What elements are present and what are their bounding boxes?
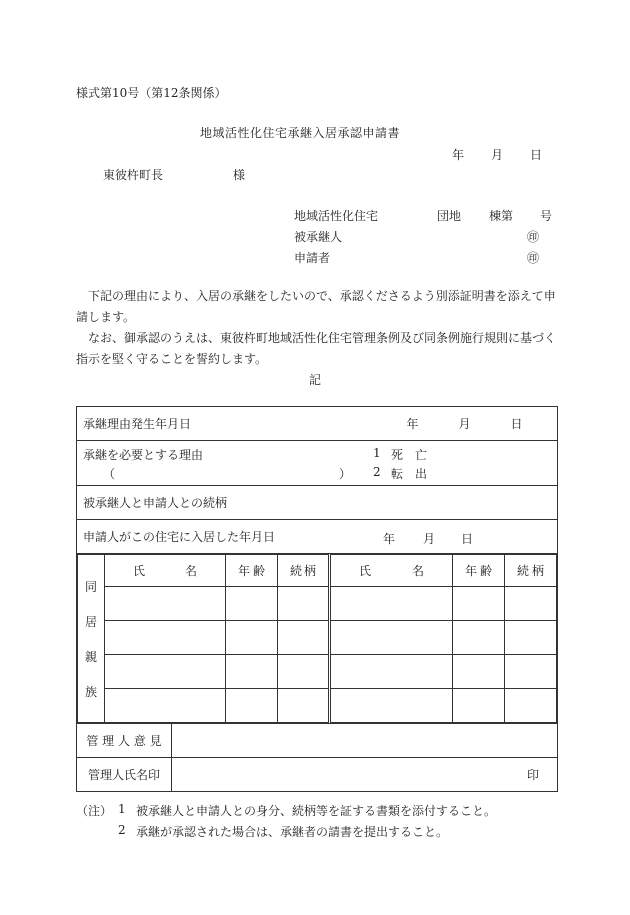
reason-paren-close: ） [339,467,352,481]
ki-heading: 記 [309,373,322,387]
note-1-num: 1 [118,802,126,816]
form-number: 様式第10号（第12条関係） [76,86,227,100]
family-cell[interactable] [505,587,557,621]
housing-label: 地域活性化住宅 [294,209,379,223]
family-cell[interactable] [226,689,278,723]
move-in-year: 年 [383,532,396,546]
move-in-date-label: 申請人がこの住宅に入居した年月日 [83,530,276,544]
family-char-3: 親 [84,649,97,664]
move-in-day: 日 [461,532,474,546]
note-2: 承継が承認された場合は、承継者の請書を提出すること。 [136,825,449,839]
occurrence-year: 年 [406,417,419,431]
relationship-label: 被承継人と申請人との続柄 [83,496,228,510]
date-day: 日 [530,148,543,162]
reason-label: 承継を必要とする理由 [83,448,204,462]
family-row [78,689,557,723]
header-rel-left: 続 柄 [278,555,330,587]
manager-name-field[interactable] [172,758,558,792]
family-cell[interactable] [105,621,226,655]
family-cell[interactable] [505,689,557,723]
applicant-label: 申請者 [294,251,331,265]
occurrence-day: 日 [510,417,523,431]
family-cell[interactable] [278,689,330,723]
seal-mark-3: 印 [527,768,540,782]
manager-opinion-field[interactable] [172,724,558,758]
family-cell[interactable] [226,587,278,621]
family-cell[interactable] [105,655,226,689]
family-cell[interactable] [330,655,453,689]
successor-from-label: 被承継人 [294,230,343,244]
date-month: 月 [491,148,504,162]
seal-mark-2: ㊞ [527,251,540,265]
header-age-right: 年 齢 [453,555,505,587]
family-cell[interactable] [105,587,226,621]
family-cell[interactable] [505,655,557,689]
occurrence-date-row[interactable] [77,407,558,441]
family-cell[interactable] [453,655,505,689]
move-in-date-row[interactable] [77,520,558,554]
family-cell[interactable] [278,587,330,621]
family-cell[interactable] [226,621,278,655]
family-cell[interactable] [278,655,330,689]
danchi-label: 団地 [437,209,462,223]
family-char-1: 同 [84,579,97,594]
family-row [78,587,557,621]
note-2-num: 2 [118,823,126,837]
family-cell[interactable] [453,621,505,655]
relationship-row[interactable] [77,486,558,520]
family-section [77,554,558,724]
application-table [76,406,558,792]
reason-option-1[interactable]: 死 亡 [391,448,428,462]
body-paragraph-1: 下記の理由により、入居の承継をしたいので、承認くださるよう別添証明書を添えて申請します。 [76,289,556,324]
addressee-name: 東彼杵町長 [103,168,164,182]
family-cell[interactable] [453,587,505,621]
family-cell[interactable] [330,689,453,723]
form-title: 地域活性化住宅承継入居承認申請書 [200,126,401,140]
addressee-honorific: 様 [233,168,246,182]
date-year: 年 [452,148,465,162]
family-cell[interactable] [330,621,453,655]
body-paragraph-2: なお、御承認のうえは、東彼杵町地域活性化住宅管理条例及び同条例施行規則に基づく指示を堅く守ることを誓約します。 [76,331,557,366]
header-age-left: 年 齢 [226,555,278,587]
family-cell[interactable] [278,621,330,655]
manager-name-seal-label: 管理人氏名印 [77,758,172,792]
family-char-2: 居 [84,614,97,629]
header-name-right: 氏 名 [330,555,453,587]
reason-option-2-num: 2 [373,465,381,479]
reason-row[interactable] [77,441,558,486]
occurrence-month: 月 [458,417,471,431]
family-cell[interactable] [453,689,505,723]
reason-option-1-num: 1 [373,446,381,460]
family-table [77,554,557,723]
family-cell[interactable] [105,689,226,723]
family-cell[interactable] [505,621,557,655]
cohabiting-family-label [78,555,105,723]
note-1: 被承継人と申請人との身分、続柄等を証する書類を添付すること。 [136,804,497,818]
move-in-month: 月 [423,532,436,546]
family-row [78,621,557,655]
occurrence-date-label: 承継理由発生年月日 [83,417,192,431]
family-cell[interactable] [226,655,278,689]
family-cell[interactable] [330,587,453,621]
reason-option-2[interactable]: 転 出 [391,467,428,481]
seal-mark-1: ㊞ [527,230,540,244]
room-number-label: 号 [540,209,553,223]
family-char-4: 族 [84,684,97,699]
header-name-left: 氏 名 [105,555,226,587]
family-row [78,655,557,689]
building-label: 棟第 [489,209,514,223]
reason-paren-open: （ [103,467,116,481]
manager-opinion-label: 管 理 人 意 見 [77,724,172,758]
notes-prefix: （注） [76,804,113,818]
header-rel-right: 続 柄 [505,555,557,587]
